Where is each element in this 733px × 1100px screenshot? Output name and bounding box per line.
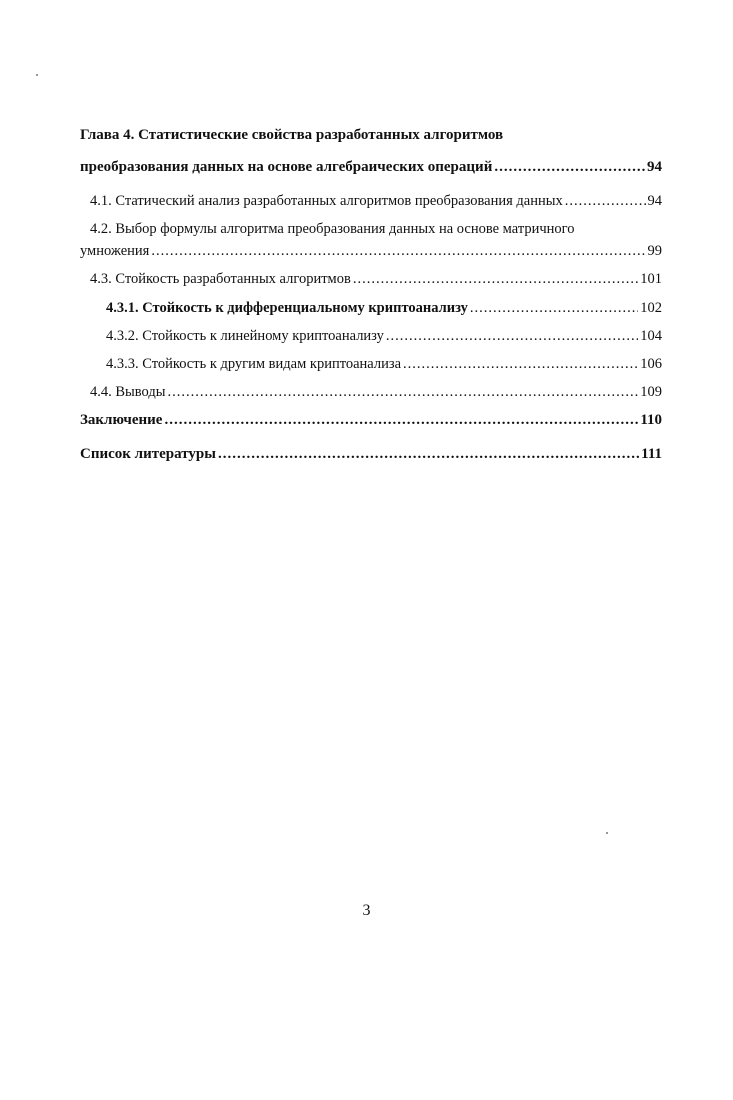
dot-leader xyxy=(168,383,639,401)
toc-entry-4-4[interactable] xyxy=(90,383,662,401)
scan-speck xyxy=(36,74,38,76)
dot-leader xyxy=(164,411,638,429)
dot-leader xyxy=(403,355,638,373)
toc-entry-4-3-2[interactable] xyxy=(106,327,662,345)
page-number: 102 xyxy=(640,300,662,316)
toc-entry-4-1[interactable] xyxy=(90,192,662,210)
toc-entry-4-3[interactable] xyxy=(90,270,662,288)
entry-title: 4.3.3. Стойкость к другим видам криптоанализа xyxy=(106,356,402,372)
page-number: 101 xyxy=(640,271,662,287)
toc-entry-4-3-3[interactable] xyxy=(106,355,662,373)
page-number: 106 xyxy=(640,356,662,372)
scan-speck xyxy=(606,832,608,834)
dot-leader xyxy=(386,327,638,345)
entry-title: Список литературы xyxy=(80,446,216,462)
page-number: 109 xyxy=(640,384,662,400)
page-number: 94 xyxy=(647,159,662,175)
toc-entry-4-2[interactable] xyxy=(80,242,662,260)
toc-entry-references[interactable] xyxy=(80,445,662,463)
toc-entry-chapter-4[interactable] xyxy=(80,158,662,176)
entry-title-line2: умножения xyxy=(80,243,150,259)
entry-title: 4.3. Стойкость разработанных алгоритмов xyxy=(90,271,351,287)
dot-leader xyxy=(151,242,645,260)
page-number: 110 xyxy=(640,412,662,428)
dot-leader xyxy=(494,158,645,176)
page-number: 111 xyxy=(641,446,662,462)
dot-leader xyxy=(470,299,638,317)
chapter-4-title-line2: преобразования данных на основе алгебраических операций xyxy=(80,159,493,175)
toc-entry-4-3-1[interactable] xyxy=(106,299,662,317)
dot-leader xyxy=(565,192,646,210)
toc-entry-4-2-line1[interactable]: 4.2. Выбор формулы алгоритма преобразования данных на основе матричного xyxy=(90,221,575,237)
entry-title: 4.3.1. Стойкость к дифференциальному криптоанализу xyxy=(106,300,468,316)
dot-leader xyxy=(218,445,639,463)
dot-leader xyxy=(353,270,638,288)
page-number: 104 xyxy=(640,328,662,344)
entry-title: 4.4. Выводы xyxy=(90,384,166,400)
entry-title: 4.1. Статический анализ разработанных алгоритмов преобразования данных xyxy=(90,193,563,209)
toc-entry-conclusion[interactable] xyxy=(80,411,662,429)
chapter-4-title-line1: Глава 4. Статистические свойства разработанных алгоритмов xyxy=(80,127,504,143)
page-number: 99 xyxy=(647,243,662,259)
page-footer-number: 3 xyxy=(362,902,371,919)
entry-title: Заключение xyxy=(80,412,163,428)
entry-title: 4.3.2. Стойкость к линейному криптоанализу xyxy=(106,328,384,344)
page-number: 94 xyxy=(647,193,662,209)
